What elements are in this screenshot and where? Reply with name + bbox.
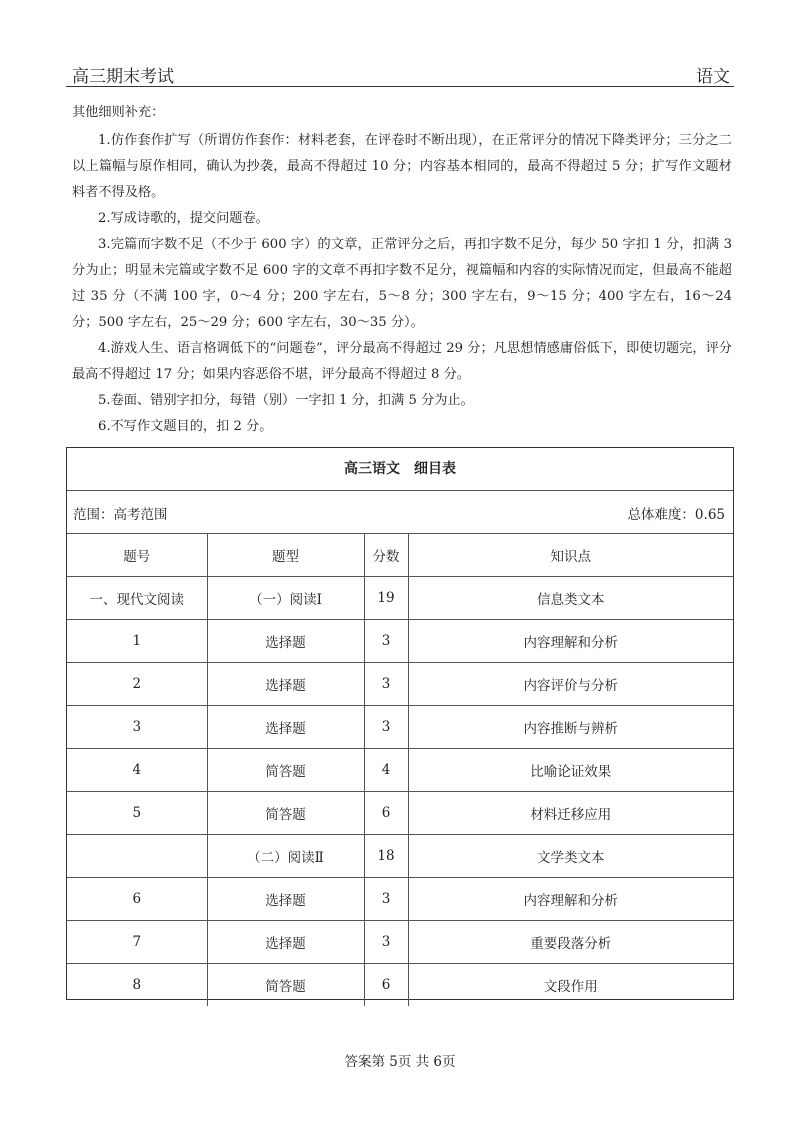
cell-score: 3 — [364, 878, 408, 921]
table-row — [67, 835, 733, 878]
col-header-score: 分数 — [364, 534, 408, 577]
cell-knowledge: 比喻论证效果 — [408, 749, 733, 792]
rule-item: 4.游戏人生、语言格调低下的“问题卷”，评分最高不得超过 29 分；凡思想情感庸俗低下，即使切题完，评分最高不得超过 17 分；如果内容恶俗不堪，评分最高不得超过 8 分。 — [72, 341, 732, 382]
scope-label: 范围：高考范围 — [73, 507, 168, 523]
cell-number: 1 — [67, 620, 207, 663]
cell-type: 选择题 — [207, 663, 364, 706]
cell-number: 一、现代文阅读 — [67, 577, 207, 620]
cell-type: 简答题 — [207, 964, 364, 1007]
cell-number: 7 — [67, 921, 207, 964]
table-row — [67, 577, 733, 620]
cell-type: 选择题 — [207, 878, 364, 921]
cell-score: 6 — [364, 964, 408, 1007]
exam-title: 高三期末考试 — [72, 67, 174, 87]
rules-section — [72, 100, 732, 440]
table-header-row — [67, 534, 733, 577]
cell-knowledge: 内容理解和分析 — [408, 878, 733, 921]
rule-item: 5.卷面、错别字扣分，每错（别）一字扣 1 分，扣满 5 分为止。 — [98, 393, 474, 408]
rule-item: 3.完篇而字数不足（不少于 600 字）的文章，正常评分之后，再扣字数不足分，每少 50 字扣 1 分，扣满 3 分为止；明显未完篇或字数不足 600 字的文章不再扣字数不足分，视篇幅和内容的实际情况而定，但最高不能超过 35 分（不满 100 字，0～4 分；200 字左右，5～8 分；300 字左右，9～15 分；400 字左右，16～24 分；500 字左右，25～29 分；600 字左右，30～35 分）。 — [72, 237, 732, 330]
cell-score: 6 — [364, 792, 408, 835]
section-title: 其他细则补充： — [72, 105, 165, 120]
cell-score: 3 — [364, 921, 408, 964]
cell-score: 3 — [364, 663, 408, 706]
cell-type: （一）阅读Ⅰ — [207, 577, 364, 620]
cell-knowledge: 材料迁移应用 — [408, 792, 733, 835]
cell-number — [67, 835, 207, 878]
rule-item: 6.不写作文题目的，扣 2 分。 — [98, 419, 273, 434]
table-row — [67, 706, 733, 749]
table-row — [67, 964, 733, 1007]
difficulty-label: 总体难度：0.65 — [627, 507, 725, 523]
rule-item: 1.仿作套作扩写（所谓仿作套作：材料老套，在评卷时不断出现），在正常评分的情况下降类评分；三分之二以上篇幅与原作相同，确认为抄袭，最高不得超过 10 分；内容基本相同的，最高不得超过 5 分；扩写作文题材料者不得及格。 — [72, 133, 732, 200]
cell-score: 3 — [364, 706, 408, 749]
rule-item: 2.写成诗歌的，提交问题卷。 — [98, 211, 269, 226]
detail-table — [67, 534, 733, 1006]
page-footer: 答案第 5页 共 6页 — [344, 1054, 456, 1070]
cell-type: （二）阅读Ⅱ — [207, 835, 364, 878]
col-header-knowledge: 知识点 — [408, 534, 733, 577]
table-meta — [67, 491, 733, 534]
cell-score: 18 — [364, 835, 408, 878]
cell-number: 6 — [67, 878, 207, 921]
cell-knowledge: 文段作用 — [543, 979, 598, 995]
cell-number: 5 — [67, 792, 207, 835]
table-row — [67, 792, 733, 835]
cell-knowledge: 内容评价与分析 — [408, 663, 733, 706]
cell-type: 选择题 — [207, 620, 364, 663]
cell-score: 19 — [364, 577, 408, 620]
cell-score: 4 — [364, 749, 408, 792]
cell-number: 8 — [67, 964, 207, 1007]
cell-type: 选择题 — [207, 706, 364, 749]
table-row — [67, 620, 733, 663]
cell-knowledge: 信息类文本 — [408, 577, 733, 620]
table-row — [67, 921, 733, 964]
cell-knowledge: 内容推断与辨析 — [408, 706, 733, 749]
cell-number: 4 — [67, 749, 207, 792]
cell-number: 3 — [67, 706, 207, 749]
table-title: 高三语文 细目表 — [67, 448, 733, 491]
cell-knowledge: 重要段落分析 — [408, 921, 733, 964]
col-header-type: 题型 — [207, 534, 364, 577]
cell-score: 3 — [364, 620, 408, 663]
cell-type: 选择题 — [207, 921, 364, 964]
cell-knowledge: 内容理解和分析 — [408, 620, 733, 663]
detail-table-box — [66, 447, 734, 1000]
table-row — [67, 663, 733, 706]
page-header — [66, 58, 734, 87]
cell-type: 简答题 — [207, 749, 364, 792]
cell-number: 2 — [67, 663, 207, 706]
table-row — [67, 749, 733, 792]
cell-knowledge: 文学类文本 — [408, 835, 733, 878]
col-header-number: 题号 — [67, 534, 207, 577]
table-row — [67, 878, 733, 921]
subject-label: 语文 — [696, 67, 730, 87]
cell-type: 简答题 — [207, 792, 364, 835]
